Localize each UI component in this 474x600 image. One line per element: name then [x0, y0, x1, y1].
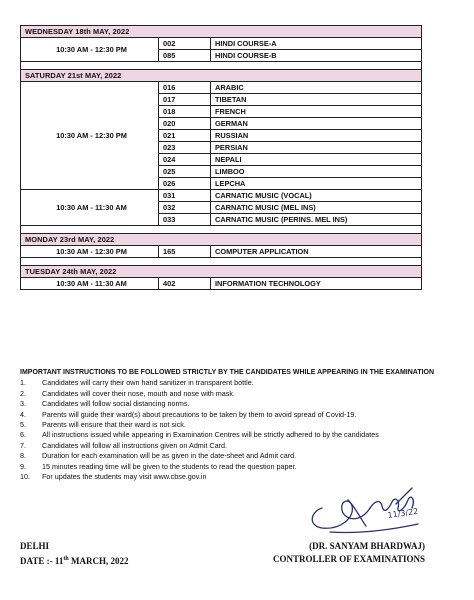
instruction-item — [20, 462, 460, 472]
instruction-text: Duration for each examination will be as given in the date-sheet and Admit card. — [42, 451, 297, 461]
subject-code: 085 — [159, 50, 211, 62]
subject-code: 031 — [159, 190, 211, 202]
instruction-text: All instructions issued while appearing in Examination Centres will be strictly adhered to by the candidates — [42, 430, 379, 440]
subject-code: 024 — [159, 154, 211, 166]
subject-code: 402 — [159, 278, 211, 290]
subject-name: PERSIAN — [211, 142, 422, 154]
date-text: DATE :- 11th MARCH, 2022 — [20, 556, 129, 566]
signer-name: (DR. SANYAM BHARDWAJ) — [309, 541, 425, 551]
instruction-text: Candidates will carry their own hand sanitizer in transparent bottle. — [42, 378, 254, 388]
instruction-text: Candidates will cover their nose, mouth and nose with mask. — [42, 388, 235, 398]
subject-name: INFORMATION TECHNOLOGY — [211, 278, 422, 290]
signature-date: 11/3/22 — [387, 506, 419, 520]
subject-name: FRENCH — [211, 106, 422, 118]
subject-name: ARABIC — [211, 82, 422, 94]
instructions-list — [20, 378, 460, 482]
instruction-number: 2. — [20, 388, 26, 398]
day-spacer-row — [21, 226, 422, 234]
subject-name: CARNATIC MUSIC (PERINS. MEL INS) — [211, 214, 422, 226]
subject-code: 020 — [159, 118, 211, 130]
day-header: MONDAY 23rd MAY, 2022 — [21, 234, 422, 246]
day-header-row — [21, 26, 422, 38]
instruction-item — [20, 389, 460, 399]
subject-row — [21, 278, 422, 290]
instruction-text: For updates the students may visit www.cbse.gov.in — [42, 472, 207, 482]
subject-name: HINDI COURSE-B — [211, 50, 422, 62]
subject-row — [21, 38, 422, 50]
exam-time: 10:30 AM - 12:30 PM — [21, 82, 159, 190]
subject-row — [21, 246, 422, 258]
subject-row — [21, 190, 422, 202]
subject-code: 002 — [159, 38, 211, 50]
instruction-number: 4. — [20, 409, 26, 419]
subject-name: NEPALI — [211, 154, 422, 166]
day-header-row — [21, 266, 422, 278]
instruction-number: 1. — [20, 378, 26, 388]
instruction-number: 7. — [20, 440, 26, 450]
subject-code: 032 — [159, 202, 211, 214]
subject-row — [21, 82, 422, 94]
exam-time: 10:30 AM - 11:30 AM — [21, 190, 159, 226]
instruction-text: Parents will ensure that their ward is not sick. — [42, 420, 186, 430]
subject-code: 023 — [159, 142, 211, 154]
instruction-item — [20, 451, 460, 461]
instructions-section — [20, 368, 460, 482]
subject-name: LIMBOO — [211, 166, 422, 178]
subject-code: 026 — [159, 178, 211, 190]
subject-code: 016 — [159, 82, 211, 94]
instruction-item — [20, 378, 460, 388]
signatory-block — [255, 540, 425, 566]
subject-code: 021 — [159, 130, 211, 142]
instruction-number: 6. — [20, 430, 26, 440]
instruction-number: 9. — [20, 461, 26, 471]
exam-schedule-table — [20, 25, 422, 290]
day-header: WEDNESDAY 18th MAY, 2022 — [21, 26, 422, 38]
day-header: SATURDAY 21st MAY, 2022 — [21, 70, 422, 82]
instruction-number: 10. — [20, 472, 30, 482]
subject-name: TIBETAN — [211, 94, 422, 106]
instruction-number: 3. — [20, 399, 26, 409]
instruction-item — [20, 441, 460, 451]
subject-name: RUSSIAN — [211, 130, 422, 142]
instruction-item — [20, 430, 460, 440]
subject-name: LEPCHA — [211, 178, 422, 190]
day-spacer-row — [21, 62, 422, 70]
signature-image — [300, 478, 430, 538]
subject-name: HINDI COURSE-A — [211, 38, 422, 50]
subject-code: 018 — [159, 106, 211, 118]
day-header-row — [21, 234, 422, 246]
instruction-text: Candidates will follow social distancing norms. — [42, 399, 190, 409]
subject-code: 025 — [159, 166, 211, 178]
subject-name: GERMAN — [211, 118, 422, 130]
instruction-text: 15 minutes reading time will be given to the students to read the question paper. — [42, 461, 297, 471]
exam-time: 10:30 AM - 12:30 PM — [21, 246, 159, 258]
signer-title: CONTROLLER OF EXAMINATIONS — [272, 554, 425, 564]
day-header: TUESDAY 24th MAY, 2022 — [21, 266, 422, 278]
instruction-item — [20, 399, 460, 409]
subject-name: CARNATIC MUSIC (MEL INS) — [211, 202, 422, 214]
instruction-item — [20, 410, 460, 420]
instruction-item — [20, 420, 460, 430]
subject-code: 017 — [159, 94, 211, 106]
exam-time: 10:30 AM - 12:30 PM — [21, 38, 159, 62]
subject-name: CARNATIC MUSIC (VOCAL) — [211, 190, 422, 202]
subject-code: 033 — [159, 214, 211, 226]
place-text: DELHI — [20, 541, 50, 551]
day-header-row — [21, 70, 422, 82]
instruction-number: 8. — [20, 451, 26, 461]
instruction-text: Parents will guide their ward(s) about precautions to be taken by them to avoid spread of Covid-19. — [42, 409, 357, 419]
day-spacer-row — [21, 258, 422, 266]
instruction-text: Candidates will follow all instructions given on Admit Card. — [42, 440, 227, 450]
subject-name: COMPUTER APPLICATION — [211, 246, 422, 258]
instruction-number: 5. — [20, 420, 26, 430]
exam-time: 10:30 AM - 11:30 AM — [21, 278, 159, 290]
place-date-block — [20, 540, 128, 568]
subject-code: 165 — [159, 246, 211, 258]
instructions-heading: IMPORTANT INSTRUCTIONS TO BE FOLLOWED STRICTLY BY THE CANDIDATES WHILE APPEARING IN THE EXAMINATION — [20, 369, 435, 376]
